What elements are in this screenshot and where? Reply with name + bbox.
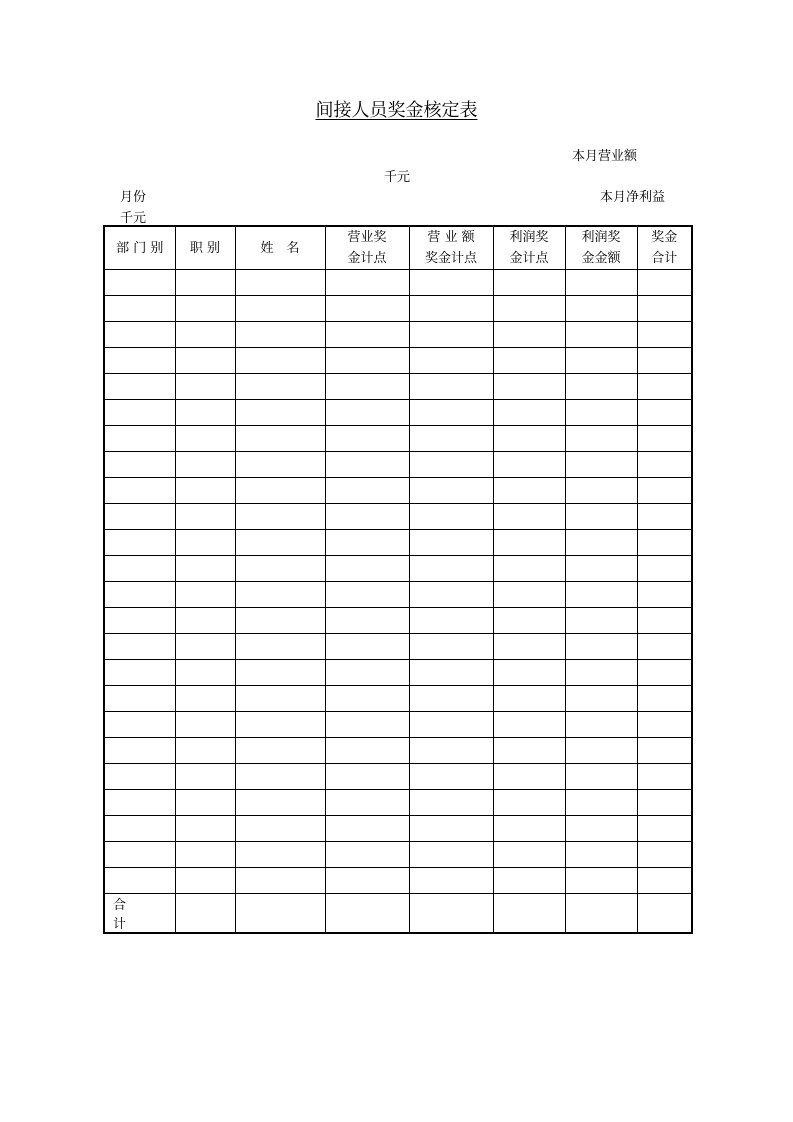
table-cell bbox=[409, 426, 493, 452]
table-cell bbox=[325, 556, 409, 582]
table-row bbox=[104, 790, 692, 816]
table-cell bbox=[409, 556, 493, 582]
table-cell bbox=[493, 790, 565, 816]
table-cell bbox=[565, 296, 637, 322]
table-cell bbox=[565, 452, 637, 478]
total-cell bbox=[235, 894, 325, 934]
table-cell bbox=[175, 712, 235, 738]
total-label: 合计 bbox=[113, 898, 160, 932]
table-cell bbox=[175, 426, 235, 452]
table-cell bbox=[493, 452, 565, 478]
table-cell bbox=[493, 348, 565, 374]
table-row bbox=[104, 608, 692, 634]
table-cell bbox=[175, 608, 235, 634]
table-cell bbox=[235, 608, 325, 634]
table-cell bbox=[637, 478, 692, 504]
total-cell bbox=[493, 894, 565, 934]
table-cell bbox=[409, 582, 493, 608]
table-cell bbox=[637, 270, 692, 296]
table-cell bbox=[637, 296, 692, 322]
table-cell bbox=[175, 270, 235, 296]
table-cell bbox=[325, 634, 409, 660]
table-cell bbox=[637, 322, 692, 348]
table-cell bbox=[235, 790, 325, 816]
table-cell bbox=[493, 660, 565, 686]
table-cell bbox=[493, 478, 565, 504]
table-cell bbox=[565, 712, 637, 738]
table-cell bbox=[175, 790, 235, 816]
header-profit-bonus-amount: 利润奖 金金额 bbox=[565, 226, 637, 270]
table-cell bbox=[175, 504, 235, 530]
header-row bbox=[104, 226, 692, 270]
page-title bbox=[0, 96, 793, 122]
table-cell bbox=[493, 504, 565, 530]
table-row bbox=[104, 452, 692, 478]
table-row bbox=[104, 530, 692, 556]
table-cell bbox=[235, 738, 325, 764]
table-cell bbox=[325, 296, 409, 322]
table-cell bbox=[175, 296, 235, 322]
table-cell bbox=[104, 426, 175, 452]
table-cell bbox=[409, 296, 493, 322]
total-label-cell bbox=[104, 894, 175, 934]
table-cell bbox=[637, 400, 692, 426]
table-row bbox=[104, 426, 692, 452]
table-cell bbox=[493, 270, 565, 296]
table-cell bbox=[565, 478, 637, 504]
table-cell bbox=[565, 608, 637, 634]
table-cell bbox=[493, 686, 565, 712]
table-cell bbox=[565, 322, 637, 348]
table-cell bbox=[325, 530, 409, 556]
table-cell bbox=[104, 504, 175, 530]
table-cell bbox=[235, 478, 325, 504]
table-cell bbox=[493, 530, 565, 556]
total-cell bbox=[325, 894, 409, 934]
table-cell bbox=[104, 764, 175, 790]
page-title-text: 间接人员奖金核定表 bbox=[315, 100, 478, 121]
table-cell bbox=[637, 712, 692, 738]
table-cell bbox=[235, 686, 325, 712]
table-cell bbox=[235, 582, 325, 608]
table-cell bbox=[104, 712, 175, 738]
table-cell bbox=[104, 478, 175, 504]
table-cell bbox=[565, 842, 637, 868]
table-cell bbox=[175, 634, 235, 660]
table-cell bbox=[104, 296, 175, 322]
table-cell bbox=[325, 816, 409, 842]
table-cell bbox=[104, 582, 175, 608]
table-cell bbox=[493, 426, 565, 452]
table-cell bbox=[493, 556, 565, 582]
table-cell bbox=[104, 738, 175, 764]
table-cell bbox=[409, 764, 493, 790]
table-cell bbox=[235, 712, 325, 738]
table-cell bbox=[175, 764, 235, 790]
table-cell bbox=[175, 530, 235, 556]
table-row bbox=[104, 374, 692, 400]
table-cell bbox=[175, 322, 235, 348]
revenue-unit: 千元 bbox=[384, 170, 411, 185]
table-row bbox=[104, 296, 692, 322]
table-cell bbox=[325, 322, 409, 348]
table-cell bbox=[409, 400, 493, 426]
table-cell bbox=[637, 660, 692, 686]
table-cell bbox=[325, 426, 409, 452]
table-row bbox=[104, 842, 692, 868]
table-cell bbox=[175, 816, 235, 842]
table-cell bbox=[409, 374, 493, 400]
table-cell bbox=[409, 530, 493, 556]
table-cell bbox=[175, 556, 235, 582]
table-cell bbox=[175, 582, 235, 608]
header-revenue-bonus-points: 营 业 额 奖金计点 bbox=[409, 226, 493, 270]
table-cell bbox=[175, 660, 235, 686]
month-label: 月份 bbox=[120, 190, 147, 205]
table-cell bbox=[493, 764, 565, 790]
table-cell bbox=[565, 530, 637, 556]
table-cell bbox=[637, 842, 692, 868]
table-cell bbox=[104, 634, 175, 660]
table-cell bbox=[637, 374, 692, 400]
table-cell bbox=[637, 764, 692, 790]
table-row bbox=[104, 686, 692, 712]
table-cell bbox=[493, 582, 565, 608]
table-cell bbox=[235, 322, 325, 348]
table-cell bbox=[637, 348, 692, 374]
table-cell bbox=[235, 504, 325, 530]
table-cell bbox=[104, 608, 175, 634]
table-cell bbox=[565, 634, 637, 660]
table-row bbox=[104, 634, 692, 660]
table-cell bbox=[235, 556, 325, 582]
table-cell bbox=[565, 686, 637, 712]
table-cell bbox=[104, 790, 175, 816]
table-cell bbox=[175, 348, 235, 374]
table-cell bbox=[325, 712, 409, 738]
table-cell bbox=[493, 296, 565, 322]
table-cell bbox=[235, 660, 325, 686]
table-cell bbox=[325, 790, 409, 816]
table-cell bbox=[104, 530, 175, 556]
table-cell bbox=[325, 348, 409, 374]
table-cell bbox=[175, 868, 235, 894]
table-cell bbox=[325, 764, 409, 790]
table-cell bbox=[409, 504, 493, 530]
table-cell bbox=[409, 608, 493, 634]
header-bonus-total: 奖金 合计 bbox=[637, 226, 692, 270]
table-cell bbox=[565, 556, 637, 582]
total-cell bbox=[175, 894, 235, 934]
table-row bbox=[104, 270, 692, 296]
table-cell bbox=[565, 374, 637, 400]
table-cell bbox=[409, 322, 493, 348]
table-row bbox=[104, 660, 692, 686]
header-position: 职 别 bbox=[175, 226, 235, 270]
table-cell bbox=[235, 348, 325, 374]
table-cell bbox=[565, 816, 637, 842]
table-cell bbox=[637, 504, 692, 530]
total-cell bbox=[565, 894, 637, 934]
table-cell bbox=[325, 842, 409, 868]
table-row bbox=[104, 504, 692, 530]
table-cell bbox=[409, 686, 493, 712]
table-cell bbox=[493, 400, 565, 426]
table-cell bbox=[493, 608, 565, 634]
table-cell bbox=[565, 348, 637, 374]
table-cell bbox=[175, 686, 235, 712]
table-cell bbox=[175, 738, 235, 764]
table-cell bbox=[493, 868, 565, 894]
header-name: 姓 名 bbox=[235, 226, 325, 270]
table-cell bbox=[325, 478, 409, 504]
table-cell bbox=[325, 868, 409, 894]
table-cell bbox=[409, 270, 493, 296]
table-cell bbox=[637, 582, 692, 608]
table-cell bbox=[565, 400, 637, 426]
table-row bbox=[104, 348, 692, 374]
table-row bbox=[104, 764, 692, 790]
table-cell bbox=[104, 556, 175, 582]
table-cell bbox=[235, 530, 325, 556]
table-cell bbox=[325, 270, 409, 296]
table-cell bbox=[235, 270, 325, 296]
table-cell bbox=[493, 738, 565, 764]
table-cell bbox=[409, 712, 493, 738]
table-cell bbox=[409, 452, 493, 478]
table-cell bbox=[235, 634, 325, 660]
table-cell bbox=[104, 816, 175, 842]
table-cell bbox=[235, 868, 325, 894]
table-row bbox=[104, 582, 692, 608]
table-cell bbox=[565, 660, 637, 686]
table-cell bbox=[235, 816, 325, 842]
table-row bbox=[104, 556, 692, 582]
table-cell bbox=[409, 790, 493, 816]
table-cell bbox=[235, 452, 325, 478]
table-cell bbox=[493, 322, 565, 348]
table-cell bbox=[175, 452, 235, 478]
table-cell bbox=[235, 296, 325, 322]
table-cell bbox=[409, 478, 493, 504]
table-cell bbox=[409, 634, 493, 660]
table-cell bbox=[104, 452, 175, 478]
table-cell bbox=[175, 842, 235, 868]
table-cell bbox=[235, 426, 325, 452]
table-cell bbox=[637, 426, 692, 452]
table-row bbox=[104, 868, 692, 894]
table-cell bbox=[493, 712, 565, 738]
table-cell bbox=[565, 426, 637, 452]
table-cell bbox=[104, 842, 175, 868]
table-cell bbox=[325, 608, 409, 634]
table-cell bbox=[493, 634, 565, 660]
table-cell bbox=[325, 738, 409, 764]
table-cell bbox=[104, 374, 175, 400]
table-cell bbox=[175, 478, 235, 504]
table-cell bbox=[637, 816, 692, 842]
table-cell bbox=[409, 660, 493, 686]
table-cell bbox=[325, 400, 409, 426]
table-cell bbox=[637, 738, 692, 764]
table-row bbox=[104, 400, 692, 426]
table-cell bbox=[637, 868, 692, 894]
table-row bbox=[104, 712, 692, 738]
header-profit-bonus-points: 利润奖 金计点 bbox=[493, 226, 565, 270]
table-cell bbox=[637, 634, 692, 660]
table-cell bbox=[637, 530, 692, 556]
table-cell bbox=[235, 764, 325, 790]
table-cell bbox=[104, 400, 175, 426]
table-cell bbox=[409, 816, 493, 842]
table-cell bbox=[565, 790, 637, 816]
table-cell bbox=[493, 816, 565, 842]
table-cell bbox=[235, 400, 325, 426]
table-cell bbox=[409, 348, 493, 374]
total-cell bbox=[637, 894, 692, 934]
table-cell bbox=[104, 348, 175, 374]
table-cell bbox=[325, 374, 409, 400]
table-cell bbox=[565, 582, 637, 608]
table-cell bbox=[409, 842, 493, 868]
table-cell bbox=[565, 738, 637, 764]
table-cell bbox=[409, 738, 493, 764]
profit-label: 本月净利益 bbox=[600, 190, 666, 205]
table-cell bbox=[104, 868, 175, 894]
table-cell bbox=[565, 504, 637, 530]
table-cell bbox=[104, 660, 175, 686]
table-cell bbox=[235, 374, 325, 400]
table-cell bbox=[175, 400, 235, 426]
table-cell bbox=[104, 322, 175, 348]
table-row bbox=[104, 478, 692, 504]
table-cell bbox=[325, 504, 409, 530]
table-cell bbox=[325, 686, 409, 712]
header-sales-bonus-points: 营业奖 金计点 bbox=[325, 226, 409, 270]
table-row bbox=[104, 816, 692, 842]
table-cell bbox=[104, 686, 175, 712]
profit-unit: 千元 bbox=[120, 211, 147, 226]
table-cell bbox=[637, 556, 692, 582]
total-cell bbox=[409, 894, 493, 934]
table-cell bbox=[175, 374, 235, 400]
table-cell bbox=[235, 842, 325, 868]
table-cell bbox=[325, 452, 409, 478]
table-cell bbox=[493, 374, 565, 400]
table-cell bbox=[493, 842, 565, 868]
table-cell bbox=[104, 270, 175, 296]
table-cell bbox=[325, 660, 409, 686]
table-cell bbox=[565, 270, 637, 296]
table-cell bbox=[565, 764, 637, 790]
revenue-label: 本月营业额 bbox=[572, 149, 638, 164]
table-cell bbox=[637, 608, 692, 634]
table-cell bbox=[637, 452, 692, 478]
table-cell bbox=[637, 686, 692, 712]
table-row bbox=[104, 738, 692, 764]
table-cell bbox=[565, 868, 637, 894]
bonus-table bbox=[103, 225, 693, 934]
total-row bbox=[104, 894, 692, 934]
table-row bbox=[104, 322, 692, 348]
table-cell bbox=[325, 582, 409, 608]
table-cell bbox=[409, 868, 493, 894]
table-body bbox=[104, 270, 692, 934]
table-cell bbox=[637, 790, 692, 816]
header-department: 部 门 别 bbox=[104, 226, 175, 270]
